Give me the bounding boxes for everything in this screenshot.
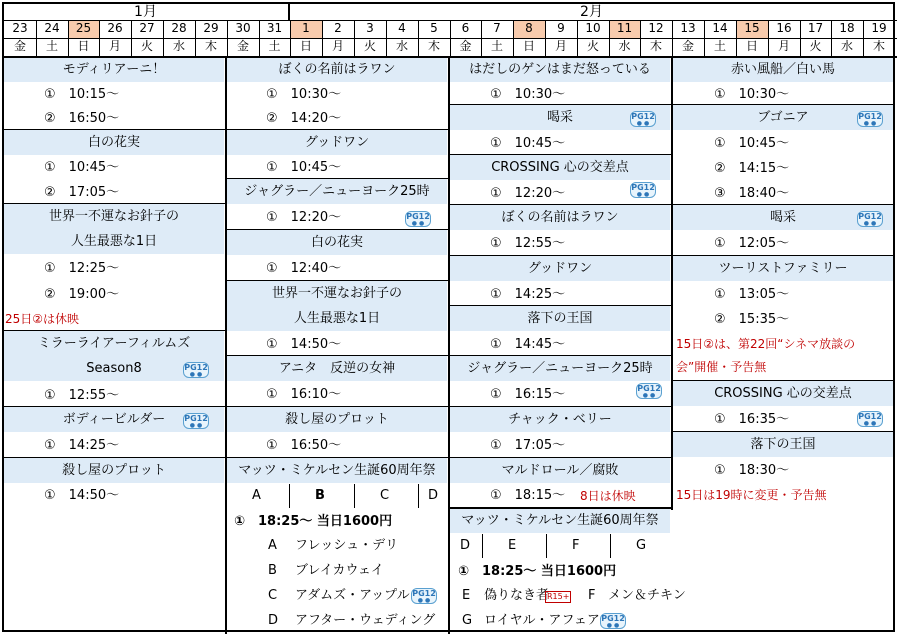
showtime: ① 10:45～ [490, 136, 566, 151]
schedule-note: 8日は休映 [580, 489, 636, 503]
showtime: ① 14:25～ [44, 438, 120, 453]
schedule-note: 会”開催・予告無 [676, 360, 767, 374]
showtime: ① 16:35～ [714, 412, 790, 427]
showtime: ② 14:20～ [266, 111, 342, 126]
program-title: アフター・ウェディング [295, 613, 436, 628]
movie-title: CROSSING 心の交差点 [673, 381, 893, 406]
showtime: ① 18:15～ [490, 488, 566, 503]
showtime: ① 16:15～ [490, 387, 566, 402]
date-cell: 14 [712, 21, 728, 35]
program-key: F [588, 588, 596, 603]
showtime: ① 12:40～ [266, 261, 342, 276]
movie-title: グッドワン [227, 130, 447, 155]
showtime: ① 10:15～ [44, 87, 120, 102]
program-letter: E [508, 538, 517, 553]
weekday-cell: 日 [77, 39, 90, 53]
month-january: 1月 [134, 4, 157, 20]
weekday-cell: 火 [809, 39, 822, 53]
program-key: A [268, 538, 277, 553]
weekday-cell: 水 [618, 39, 631, 53]
weekday-cell: 日 [522, 39, 535, 53]
date-cell: 12 [648, 21, 664, 35]
movie-title: 落下の王国 [450, 306, 670, 331]
movie-title: 白の花実 [4, 130, 224, 155]
date-cell: 24 [44, 21, 60, 35]
movie-title: 喝采 [673, 205, 893, 230]
pg12-badge: PG12 ● ● [184, 363, 208, 378]
month-february: 2月 [580, 4, 603, 20]
pg12-badge: PG12 ● ● [858, 412, 882, 427]
weekday-cell: 金 [236, 39, 249, 53]
program-key: D [268, 613, 279, 628]
weekday-cell: 金 [681, 39, 694, 53]
program-title: ロイヤル・アフェア [484, 613, 600, 628]
showtime: ① 10:30～ [266, 87, 342, 102]
weekday-cell: 日 [299, 39, 312, 53]
date-cell: 4 [398, 21, 406, 35]
weekday-cell: 土 [713, 39, 726, 53]
showtime: ① 12:05～ [714, 236, 790, 251]
movie-title: ジャグラー／ニューヨーク25時 [450, 356, 670, 381]
date-cell: 28 [171, 21, 187, 35]
movie-title-line2: 人生最悪な1日 [227, 306, 447, 331]
showtime: ① 14:50～ [266, 337, 342, 352]
program-title: ブレイカウェイ [295, 563, 384, 578]
date-cell: 17 [807, 21, 824, 35]
weekday-cell: 火 [140, 39, 153, 53]
showtime: ① 17:05～ [490, 438, 566, 453]
program-letter: B [315, 488, 325, 503]
showtime: ② 16:50～ [44, 111, 120, 126]
pg12-badge: PG12 ● ● [601, 614, 625, 629]
movie-title: アニタ 反逆の女神 [227, 356, 447, 381]
showtime: ① 14:45～ [490, 337, 566, 352]
program-letter: A [252, 488, 261, 503]
movie-title: ツーリストファミリー [673, 256, 893, 281]
date-cell: 16 [776, 21, 792, 35]
date-cell: 26 [107, 21, 123, 35]
weekday-cell: 土 [45, 39, 58, 53]
date-cell: 2 [334, 21, 342, 35]
pg12-badge: PG12 ● ● [858, 212, 882, 227]
movie-title: 落下の王国 [673, 432, 893, 457]
showtime: ② 17:05～ [44, 185, 120, 200]
date-cell: 23 [12, 21, 28, 35]
date-cell: 29 [203, 21, 219, 35]
date-cell: 19 [871, 21, 887, 35]
weekday-cell: 土 [490, 39, 503, 53]
showtime: ① 13:05～ [714, 287, 790, 302]
movie-title: 殺し屋のプロット [227, 407, 447, 432]
showtime: ① 12:20～ [490, 186, 566, 201]
showtime: ③ 18:40～ [714, 186, 790, 201]
program-title: メン＆チキン [608, 588, 686, 603]
movie-title: ブゴニア [673, 105, 893, 130]
pg12-badge: PG12 ● ● [637, 384, 661, 399]
showtime: ② 14:15～ [714, 161, 790, 176]
date-cell: 10 [585, 21, 601, 35]
program-letter: D [460, 538, 471, 553]
date-cell: 9 [557, 21, 565, 35]
movie-title: マッツ・ミケルセン生誕60周年祭 [227, 458, 447, 483]
movie-title: マルドロール／腐敗 [450, 458, 670, 483]
weekday-cell: 金 [13, 39, 26, 53]
weekday-cell: 水 [840, 39, 853, 53]
movie-title: モディリアーニ！ [4, 57, 224, 82]
showtime: ② 15:35～ [714, 312, 790, 327]
movie-title: グッドワン [450, 256, 670, 281]
schedule-note: 25日②は休映 [5, 312, 80, 326]
showtime: ① 16:10～ [266, 387, 342, 402]
movie-title: 世界一不運なお針子の [227, 281, 447, 306]
date-cell: 30 [235, 21, 251, 35]
program-key: B [268, 563, 277, 578]
date-cell: 18 [839, 21, 855, 35]
pg12-badge: PG12 ● ● [631, 112, 655, 127]
movie-title-line2: 人生最悪な1日 [4, 229, 224, 254]
showtime: ① 18:25～ 当日1600円 [234, 514, 393, 529]
movie-title: ジャグラー／ニューヨーク25時 [227, 179, 447, 204]
date-cell: 5 [430, 21, 438, 35]
program-letter: G [636, 538, 647, 553]
showtime: ① 14:50～ [44, 488, 120, 503]
weekday-cell: 木 [872, 39, 885, 53]
weekday-cell: 金 [459, 39, 472, 53]
showtime: ① 12:55～ [490, 236, 566, 251]
movie-title: ぼくの名前はラワン [450, 205, 670, 230]
movie-title-line2: Season8 [4, 356, 224, 381]
movie-title: 殺し屋のプロット [4, 458, 224, 483]
movie-title: チャック・ベリー [450, 407, 670, 432]
program-key: E [462, 588, 471, 603]
program-letter: F [572, 538, 580, 553]
showtime: ② 19:00～ [44, 287, 120, 302]
date-cell: 15 [736, 21, 768, 38]
program-title: フレッシュ・デリ [295, 538, 399, 553]
date-cell: 8 [513, 21, 545, 38]
movie-title: CROSSING 心の交差点 [450, 155, 670, 180]
showtime: ① 10:45～ [714, 136, 790, 151]
date-cell: 11 [609, 21, 640, 38]
showtime: ① 12:20～ [266, 210, 342, 225]
date-cell: 13 [680, 21, 696, 35]
date-cell: 1 [290, 21, 322, 38]
weekday-cell: 木 [649, 39, 662, 53]
pg12-badge: PG12 ● ● [406, 212, 430, 227]
program-key: G [462, 613, 473, 628]
movie-title: ボディービルダー [4, 407, 224, 432]
showtime: ① 12:25～ [44, 261, 120, 276]
date-cell: 25 [68, 21, 99, 38]
schedule-note: 15日は19時に変更・予告無 [676, 488, 827, 502]
date-cell: 6 [461, 21, 470, 35]
showtime: ① 10:45～ [266, 160, 342, 175]
r15-badge: R15+ [547, 592, 570, 601]
pg12-badge: PG12 ● ● [631, 183, 655, 198]
program-title: 偽りなき者 [484, 588, 550, 603]
date-cell: 7 [493, 21, 501, 35]
date-cell: 3 [366, 21, 374, 35]
program-title: アダムズ・アップル [295, 588, 410, 603]
showtime: ① 14:25～ [490, 287, 566, 302]
weekday-cell: 日 [745, 39, 758, 53]
program-letter: D [428, 488, 439, 503]
header-divider [2, 38, 897, 39]
movie-title: はだしのゲンはまだ怒っている [450, 57, 670, 82]
weekday-cell: 月 [108, 39, 121, 53]
pg12-badge: PG12 ● ● [858, 112, 882, 127]
weekday-cell: 土 [268, 39, 281, 53]
program-letter: C [380, 488, 390, 503]
date-cell: 27 [139, 21, 155, 35]
weekday-cell: 月 [777, 39, 790, 53]
movie-title: 世界一不運なお針子の [4, 204, 224, 229]
schedule-note: 15日②は、第22回“シネマ放談の [676, 337, 856, 351]
weekday-cell: 木 [204, 39, 217, 53]
date-cell: 31 [266, 21, 283, 35]
weekday-cell: 水 [172, 39, 185, 53]
weekday-cell: 月 [554, 39, 567, 53]
movie-title: ぼくの名前はラワン [227, 57, 447, 82]
weekday-cell: 火 [363, 39, 376, 53]
movie-title: マッツ・ミケルセン生誕60周年祭 [450, 508, 670, 533]
showtime: ① 16:50～ [266, 438, 342, 453]
pg12-badge: PG12 ● ● [412, 589, 436, 604]
movie-title: ミラーライアーフィルムズ [4, 331, 224, 356]
weekday-cell: 火 [586, 39, 599, 53]
movie-title: 赤い風船／白い馬 [673, 57, 893, 82]
program-key: C [268, 588, 278, 603]
showtime: ① 18:30～ [714, 463, 790, 478]
showtime: ① 18:25～ 当日1600円 [458, 564, 617, 579]
showtime: ① 10:45～ [44, 160, 120, 175]
weekday-cell: 月 [331, 39, 344, 53]
pg12-badge: PG12 ● ● [184, 414, 208, 429]
weekday-cell: 水 [395, 39, 408, 53]
showtime: ① 10:30～ [490, 87, 566, 102]
movie-title: 白の花実 [227, 230, 447, 255]
weekday-cell: 木 [427, 39, 440, 53]
showtime: ① 12:55～ [44, 388, 120, 403]
showtime: ① 10:30～ [714, 87, 790, 102]
movie-title: 喝采 [450, 105, 670, 130]
